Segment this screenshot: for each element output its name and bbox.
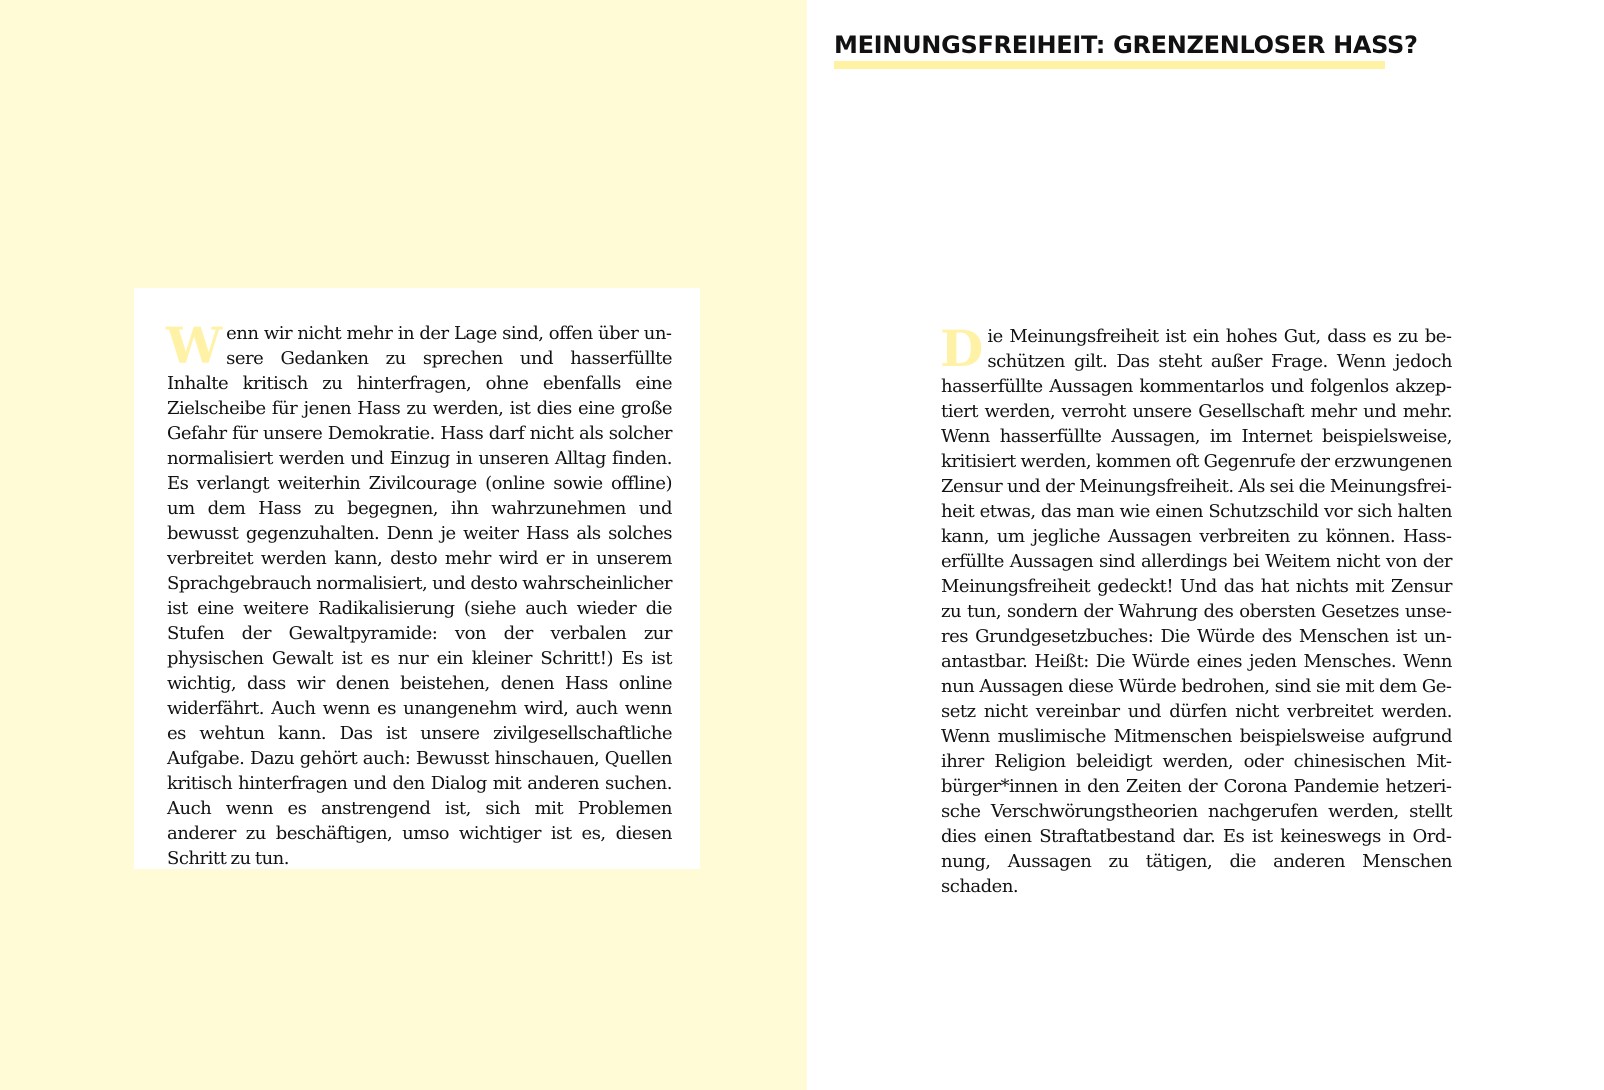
quote-text: enn wir nicht mehr in der Lage sind, offen über unsere Gedanken zu sprechen und hasserfüllte Inhalte kritisch zu hinterfragen, ohne ebenfalls eine Zielscheibe für jenen Hass zu werden, ist dies eine große Gefahr für unsere Demokratie. Hass darf nicht als solcher normalisiert werden und Einzug in unseren Alltag finden. Es verlangt weiterhin Zivilcourage (online sowie offline) um dem Hass zu begegnen, ihn wahrzunehmen und bewusst gegenzuhalten. Denn je weiter Hass als solches verbreitet werden kann, desto mehr wird er in unserem Sprachgebrauch normalisiert, und desto wahrscheinlicher ist eine weitere Radikalisierung (siehe auch wieder die Stufen der Gewaltpyramide: von der verbalen zur physischen Gewalt ist es nur ein kleiner Schritt!) Es ist wichtig, dass wir denen beistehen, denen Hass online widerfährt. Auch wenn es unangenehm wird, auch wenn es wehtun kann. Das ist unsere zivilgesellschaftliche Aufgabe. Dazu gehört auch: Bewusst hinschauen, Quellen kritisch hinterfragen und den Dialog mit anderen suchen. Auch wenn es anstrengend ist, sich mit Problemen anderer zu beschäftigen, umso wichtiger ist es, diesen Schritt zu tun.	[167, 323, 672, 869]
body-paragraph	[940, 319, 1452, 899]
quote-drop-cap: W	[166, 316, 223, 375]
quote-paragraph	[166, 316, 672, 871]
title-highlight-bar	[834, 61, 1385, 69]
right-page	[807, 0, 1604, 1090]
body-drop-cap: D	[940, 319, 984, 378]
page-title: MEINUNGSFREIHEIT: GRENZENLOSER HASS?	[834, 31, 1418, 59]
quote-box	[134, 288, 700, 869]
body-text: ie Meinungsfreiheit ist ein hohes Gut, dass es zu beschützen gilt. Das steht außer Frage. Wenn jedoch hasserfüllte Aussagen kommentarlos und folgenlos akzeptiert werden, verroht unsere Gesellschaft mehr und mehr. Wenn hasserfüllte Aussagen, im Internet beispielsweise, kritisiert werden, kommen oft Gegenrufe der erzwungenen Zensur und der Meinungsfreiheit. Als sei die Meinungsfreiheit etwas, das man wie einen Schutzschild vor sich halten kann, um jegliche Aussagen verbreiten zu können. Hasserfüllte Aussagen sind allerdings bei Weitem nicht von der Meinungsfreiheit gedeckt! Und das hat nichts mit Zensur zu tun, sondern der Wahrung des obersten Gesetzes unseres Grundgesetzbuches: Die Würde des Menschen ist unantastbar. Heißt: Die Würde eines jeden Mensches. Wenn nun Aussagen diese Würde bedrohen, sind sie mit dem Gesetz nicht vereinbar und dürfen nicht verbreitet werden. Wenn muslimische Mitmenschen beispielsweise aufgrund ihrer Religion beleidigt werden, oder chinesischen Mitbürger*innen in den Zeiten der Corona Pandemie hetzerische Verschwörungstheorien nachgerufen werden, stellt dies einen Straftatbestand dar. Es ist keineswegs in Ordnung, Aussagen zu tätigen, die anderen Menschen schaden.	[941, 326, 1452, 897]
